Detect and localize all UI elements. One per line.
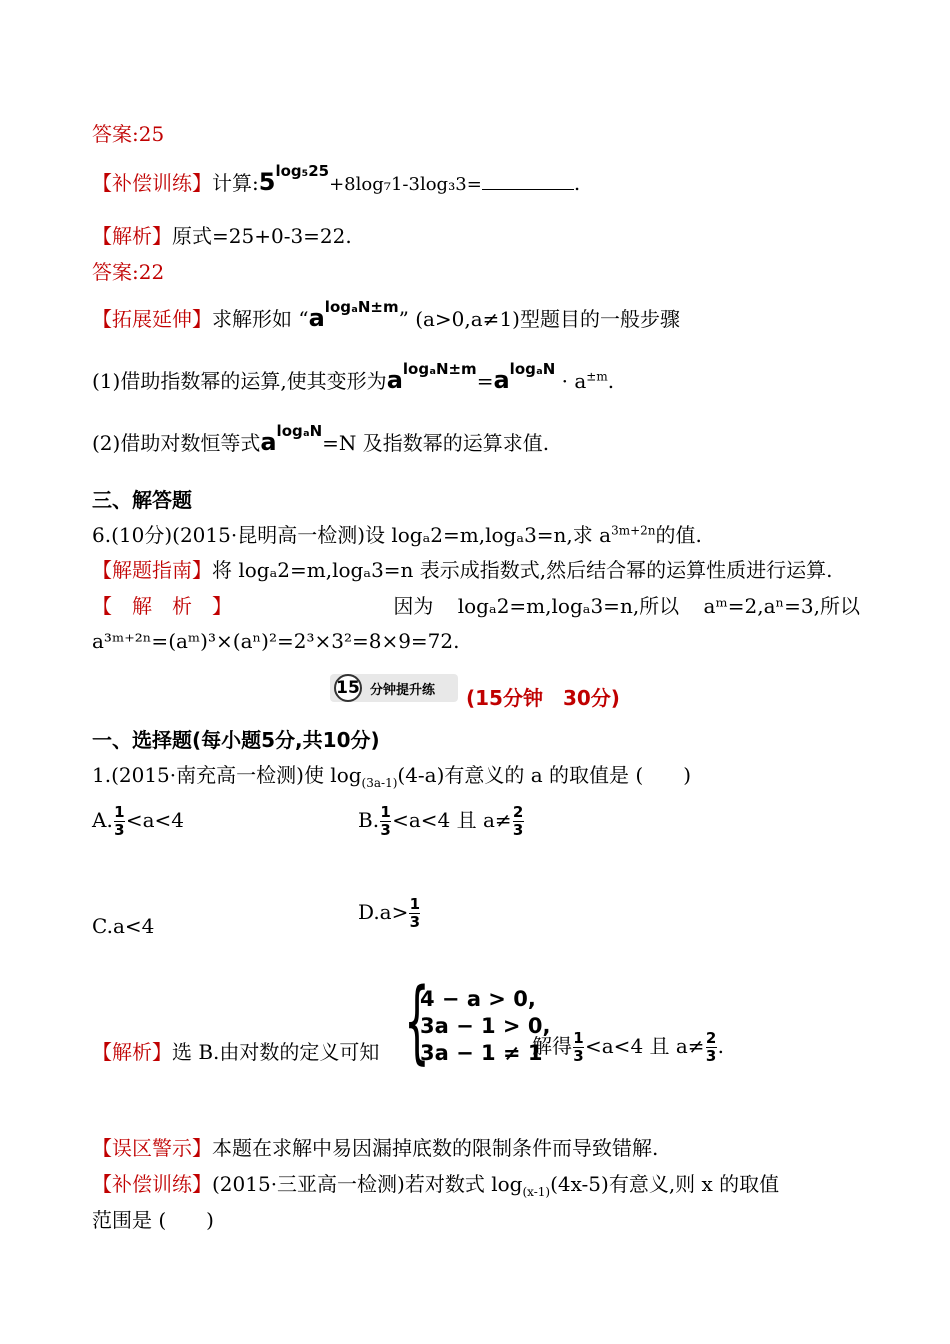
step-1-tail: · a xyxy=(555,369,587,393)
tag-solution: 【解析】 xyxy=(92,1040,172,1064)
section-heading-answers: 三、解答题 xyxy=(92,488,192,512)
q1-text-2: (4-a)有意义的 a 的取值是 ( ) xyxy=(397,763,692,787)
answer-line-2: 答案:22 xyxy=(92,260,165,284)
equals: = xyxy=(476,369,494,393)
comp2-line-2: 范围是 ( ) xyxy=(92,1208,214,1232)
option-b-label: B. xyxy=(358,808,380,832)
power-base: 5 xyxy=(258,168,276,196)
option-a xyxy=(92,800,184,840)
tag-solution: 【解析】 xyxy=(92,594,252,618)
solution-text: 原式=25+0-3=22. xyxy=(172,224,352,248)
step-2 xyxy=(92,422,550,459)
tag-compensation: 【补偿训练】 xyxy=(92,171,212,195)
formula-base: a xyxy=(260,428,277,456)
answer-line-1: 答案:25 xyxy=(92,122,165,146)
badge-label: 分钟提升练 xyxy=(370,682,436,698)
option-d xyxy=(358,892,421,932)
comp2-text: (2015·三亚高一检测)若对数式 log xyxy=(212,1172,523,1196)
compute-label: 计算: xyxy=(212,171,259,195)
badge-number: 15 xyxy=(334,674,362,702)
formula-base: a xyxy=(386,366,403,394)
q1-subscript: (3a-1) xyxy=(361,776,398,790)
formula-exponent-2: logₐN xyxy=(509,360,556,378)
tag-solution: 【解析】 xyxy=(92,224,172,248)
fraction-one-third: $\frac{1}{3}$ xyxy=(573,1029,584,1065)
formula-exponent: logₐN xyxy=(276,422,323,440)
period: . xyxy=(717,1034,724,1058)
fraction-one-third: $\frac{1}{3}$ xyxy=(380,803,391,839)
fifteen-minute-badge xyxy=(330,674,458,702)
q1-solution-lead xyxy=(92,1038,379,1066)
option-b-text: <a<4 且 a≠ xyxy=(392,808,512,832)
tag-extension: 【拓展延伸】 xyxy=(92,307,212,331)
step-1-text: (1)借助指数幂的运算,使其变形为 xyxy=(92,369,387,393)
option-b xyxy=(358,800,525,840)
formula-exponent: logₐN±m xyxy=(402,360,477,378)
step-2-text: (2)借助对数恒等式 xyxy=(92,431,261,455)
comp2-subscript: (x-1) xyxy=(522,1185,551,1199)
step-2-tail: =N 及指数幂的运算求值. xyxy=(322,431,550,455)
q6-end: 的值. xyxy=(655,523,702,547)
q6-solution-line-1 xyxy=(92,592,860,620)
guide-text: 将 logₐ2=m,logₐ3=n 表示成指数式,然后结合幂的运算性质进行运算. xyxy=(212,558,833,582)
compensation-exercise-2 xyxy=(92,1170,779,1198)
option-c: C.a<4 xyxy=(92,914,155,938)
solution-text: 因为 logₐ2=m,logₐ3=n,所以 aᵐ=2,aⁿ=3,所以 xyxy=(393,594,860,618)
question-6 xyxy=(92,521,702,549)
fraction-one-third: $\frac{1}{3}$ xyxy=(114,803,125,839)
result-text: <a<4 且 a≠ xyxy=(585,1034,705,1058)
fraction-one-third: $\frac{1}{3}$ xyxy=(409,895,421,931)
period: . xyxy=(573,171,581,195)
formula-base: a xyxy=(308,304,325,332)
step-1 xyxy=(92,360,615,397)
mistake-warning xyxy=(92,1134,658,1162)
left-brace: { xyxy=(404,969,430,1074)
tag-compensation: 【补偿训练】 xyxy=(92,1172,212,1196)
period: . xyxy=(607,369,615,393)
inequality-system xyxy=(404,969,551,1074)
extension-heading-line xyxy=(92,298,680,335)
extension-text: 求解形如 “ xyxy=(212,307,309,331)
system-row-3: 3a − 1 ≠ 1 xyxy=(420,1041,543,1065)
q1-text: 1.(2015·南充高一检测)使 log xyxy=(92,763,362,787)
fraction-two-thirds: $\frac{2}{3}$ xyxy=(512,803,524,839)
q6-text: 6.(10分)(2015·昆明高一检测)设 logₐ2=m,logₐ3=n,求 a xyxy=(92,523,612,547)
solution-line-1 xyxy=(92,222,352,250)
time-score: (15分钟 30分) xyxy=(466,686,620,710)
option-a-label: A. xyxy=(92,808,113,832)
q1-solution-result xyxy=(532,1026,724,1066)
option-a-text: <a<4 xyxy=(125,808,184,832)
formula-base-2: a xyxy=(493,366,510,394)
q1-solution-text: 选 B.由对数的定义可知 xyxy=(172,1040,380,1064)
q6-guide xyxy=(92,556,833,584)
tag-warning: 【误区警示】 xyxy=(92,1136,212,1160)
fraction-two-thirds: $\frac{2}{3}$ xyxy=(705,1029,717,1065)
question-1 xyxy=(92,761,691,789)
q6-solution-line-2: a³ᵐ⁺²ⁿ=(aᵐ)³×(aⁿ)²=2³×3²=8×9=72. xyxy=(92,629,460,653)
section-heading-choice: 一、选择题(每小题5分,共10分) xyxy=(92,728,380,752)
compensation-exercise-1 xyxy=(92,162,581,199)
power-exponent: log₅25 xyxy=(275,162,330,180)
expression-rest: +8log₇1-3log₃3= xyxy=(329,174,482,195)
option-d-text: D.a> xyxy=(358,900,409,924)
tag-guide: 【解题指南】 xyxy=(92,558,212,582)
extension-text-2: ” (a>0,a≠1)型题目的一般步骤 xyxy=(398,307,680,331)
solve-label: 解得 xyxy=(532,1034,572,1058)
system-row-1: 4 − a > 0, xyxy=(420,987,536,1011)
system-row-2: 3a − 1 > 0, xyxy=(420,1014,551,1038)
q6-exponent: 3m+2n xyxy=(611,523,656,538)
comp2-text-2: (4x-5)有意义,则 x 的取值 xyxy=(550,1172,780,1196)
answer-blank xyxy=(482,171,574,190)
system-rows xyxy=(420,986,550,1067)
pm-exponent: ±m xyxy=(586,369,608,384)
warning-text: 本题在求解中易因漏掉底数的限制条件而导致错解. xyxy=(212,1136,659,1160)
formula-exponent: logₐN±m xyxy=(324,298,399,316)
